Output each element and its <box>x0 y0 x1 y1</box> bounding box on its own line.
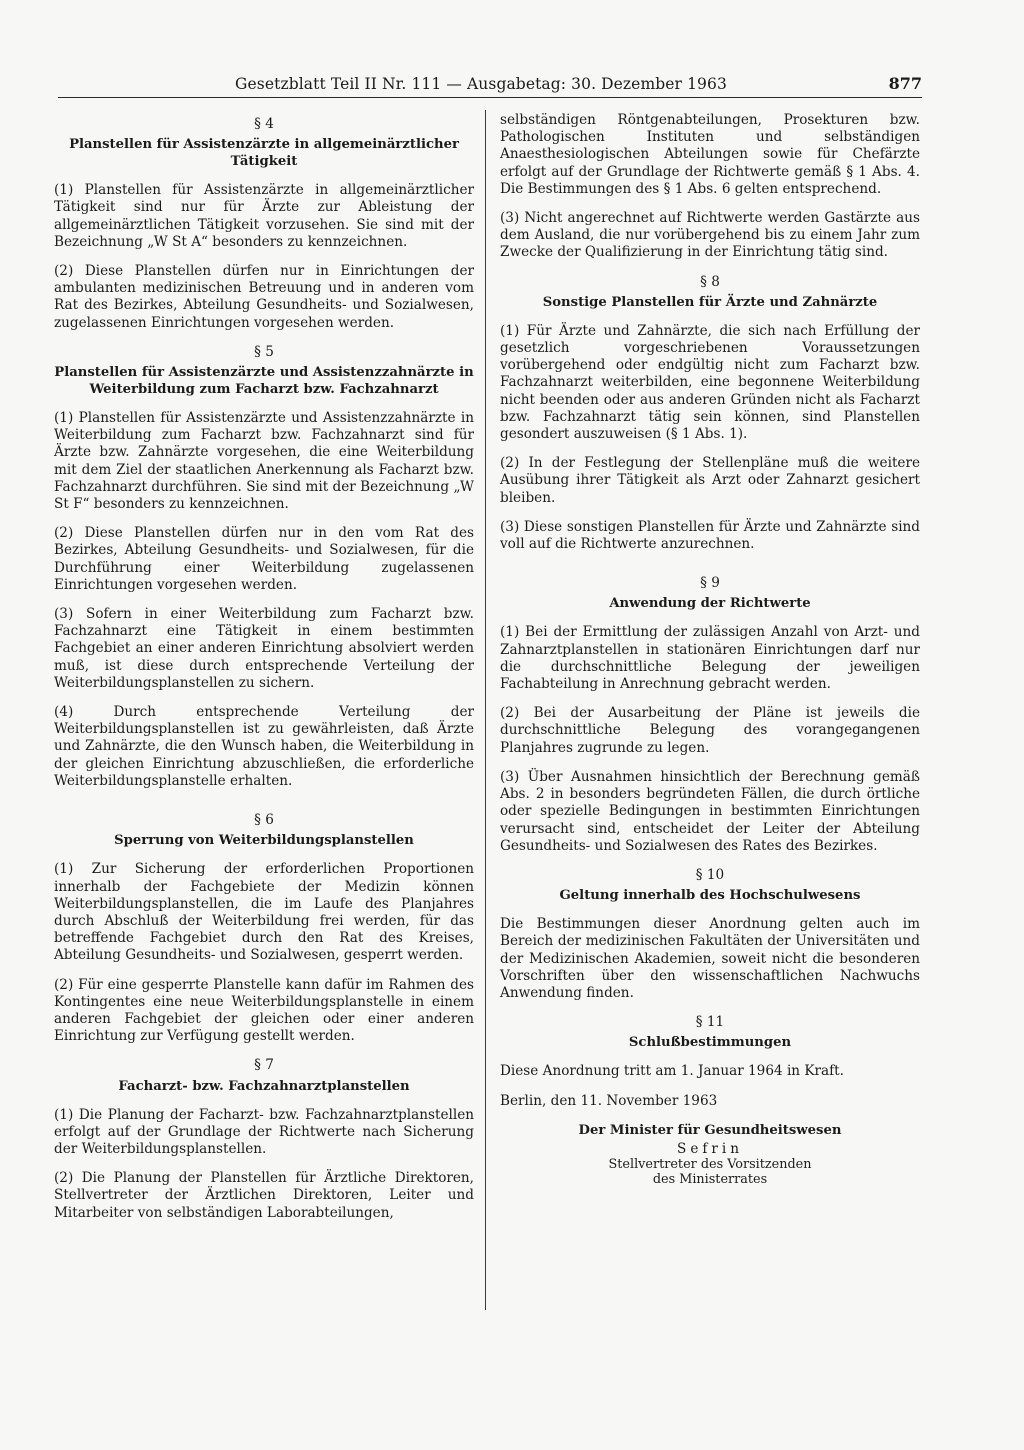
paragraph: (2) Diese Planstellen dürfen nur in den vom Rat des Bezirkes, Abteilung Gesundheits- und Sozialwesen, für die Durchführung einer Weiterbildung zugelassenen Einrichtungen vorgesehen werden. <box>54 525 474 593</box>
page-number: 877 <box>888 74 922 93</box>
paragraph: (3) Nicht angerechnet auf Richtwerte werden Gastärzte aus dem Ausland, die nur vorübergehend bis zu einem Jahr zum Zwecke der Qualifizierung in der Einrichtung tätig sind. <box>500 210 920 261</box>
section-heading: Schlußbestimmungen <box>628 1035 792 1051</box>
paragraph: (2) Die Planung der Planstellen für Ärztliche Direktoren, Stellvertreter der Ärztlichen Direktoren, Leiter und Mitarbeiter von selbständigen Laborabteilungen, <box>54 1170 474 1221</box>
signer-role: des Ministerrates <box>652 1171 768 1187</box>
paragraph: (4) Durch entsprechende Verteilung der Weiterbildungsplanstellen ist zu gewährleisten, daß Ärzte und Zahnärzte, die den Wunsch haben, die Weiterbildung in der gleichen Einrichtung abzuschließen, die erforderliche Weiterbildungsplanstelle erhalten. <box>54 704 474 789</box>
section-heading: Sperrung von Weiterbildungsplanstellen <box>114 833 414 849</box>
header-title: Gesetzblatt Teil II Nr. 111 — Ausgabetag: 30. Dezember 1963 <box>235 75 727 93</box>
paragraph: (2) In der Festlegung der Stellenpläne muß die weitere Ausübung ihrer Tätigkeit als Arzt oder Zahnarzt gesichert bleiben. <box>500 455 920 506</box>
paragraph: (1) Die Planung der Facharzt- bzw. Fachzahnarztplanstellen erfolgt auf der Grundlage der Richtwerte nach Sicherung der Weiterbildungsplanstellen. <box>54 1106 474 1157</box>
header-rule <box>58 97 922 98</box>
paragraph: (1) Bei der Ermittlung der zulässigen Anzahl von Arzt- und Zahnarztplanstellen in stationären Einrichtungen darf nur die durchschnittliche Belegung der jeweiligen Fachabteilung in Anrechnung gebracht werden. <box>500 624 920 693</box>
section-number: § 11 <box>695 1014 725 1031</box>
paragraph: (1) Planstellen für Assistenzärzte in allgemeinärztlicher Tätigkeit sind nur für Ärzte zur Ableistung der allgemeinärztlichen Tätigkeit vorzusehen. Sie sind mit der Bezeichnung „W St A“ besonders zu kennzeichnen. <box>54 182 474 250</box>
signature-block <box>500 1122 920 1187</box>
section-heading: Planstellen für Assistenzärzte in allgemeinärztlicher Tätigkeit <box>69 137 459 170</box>
place-date: Berlin, den 11. November 1963 <box>500 1092 718 1109</box>
section-number: § 9 <box>700 575 720 592</box>
section-number: § 4 <box>254 116 274 132</box>
paragraph: (3) Über Ausnahmen hinsichtlich der Berechnung gemäß Abs. 2 in besonders begründeten Fällen, die durch örtliche oder spezielle Bedingungen in bestimmten Einrichtungen verursacht sind, entscheidet der Leiter der Abteilung Gesundheits- und Sozialwesen des Rates des Bezirkes. <box>500 768 920 854</box>
paragraph: (1) Planstellen für Assistenzärzte und Assistenzzahnärzte in Weiterbildung zum Facharzt bzw. Fachzahnarzt sind für Ärzte bzw. Zahnärzte vorgesehen, die eine Weiterbildung mit dem Ziel der staatlichen Anerkennung als Facharzt bzw. Fachzahnarzt durchführen. Sie sind mit der Bezeichnung „W St F“ besonders zu kennzeichnen. <box>54 410 474 513</box>
paragraph: (1) Zur Sicherung der erforderlichen Proportionen innerhalb der Fachgebiete der Medizin können Weiterbildungsplanstellen, die im Laufe des Planjahres durch Abschluß der Weiterbildung frei werden, für das betreffende Fachgebiet durch den Rat des Kreises, Abteilung Gesundheits- und Sozialwesen, gesperrt werden. <box>54 861 474 964</box>
paragraph: (3) Sofern in einer Weiterbildung zum Facharzt bzw. Fachzahnarzt eine Tätigkeit in einem bestimmten Fachgebiet an einer anderen Einrichtung absolviert werden muß, ist diese durch entsprechende Verteilung der Weiterbildungsplanstellen zu sichern. <box>54 606 474 691</box>
section-heading: Facharzt- bzw. Fachzahnarztplanstellen <box>118 1078 410 1094</box>
paragraph: (1) Für Ärzte und Zahnärzte, die sich nach Erfüllung der gesetzlich vorgeschriebenen Voraussetzungen vorübergehend oder endgültig nicht zum Facharzt bzw. Fachzahnarzt weiterbilden, eine begonnene Weiterbildung nicht beenden oder aus anderen Gründen nicht als Facharzt bzw. Fachzahnarzt tätig sein können, sind Planstellen gesondert auszuweisen (§ 1 Abs. 1). <box>500 322 920 443</box>
signer-name: Sefrin <box>677 1140 743 1157</box>
paragraph: (2) Diese Planstellen dürfen nur in Einrichtungen der ambulanten medizinischen Betreuung und in anderen vom Rat des Bezirkes, Abteilung Gesundheits- und Sozialwesen, zugelassenen Einrichtungen vorgesehen werden. <box>54 263 474 331</box>
section-number: § 10 <box>695 866 725 883</box>
section-heading: Sonstige Planstellen für Ärzte und Zahnärzte <box>542 294 878 310</box>
left-column <box>54 112 474 1234</box>
minister-title: Der Minister für Gesundheitswesen <box>578 1122 842 1138</box>
section-heading: Geltung innerhalb des Hochschulwesens <box>559 888 861 904</box>
section-heading: Planstellen für Assistenzärzte und Assistenzzahnärzte in Weiterbildung zum Facharzt bzw. Fachzahnarzt <box>54 365 474 398</box>
paragraph: (2) Bei der Ausarbeitung der Pläne ist jeweils die durchschnittliche Belegung des vorangegangenen Planjahres zugrunde zu legen. <box>500 705 920 756</box>
paragraph: Die Bestimmungen dieser Anordnung gelten auch im Bereich der medizinischen Fakultäten der Universitäten und der Medizinischen Akademien, soweit nicht die besonderen Vorschriften über den wissenschaftlichen Nachwuchs Anwendung finden. <box>500 916 920 1001</box>
section-number: § 5 <box>254 343 274 360</box>
column-divider <box>485 110 486 1310</box>
paragraph: selbständigen Röntgenabteilungen, Prosekturen bzw. Pathologischen Instituten und selbständigen Anaesthesiologischen Abteilungen sowie für Chefärzte erfolgt auf der Grundlage der Richtwerte gemäß § 1 Abs. 4. Die Bestimmungen des § 1 Abs. 6 gelten entsprechend. <box>500 112 920 197</box>
right-column <box>500 112 920 1187</box>
page-header <box>40 74 922 93</box>
paragraph: (2) Für eine gesperrte Planstelle kann dafür im Rahmen des Kontingentes eine neue Weiterbildungsplanstelle in einem anderen Fachgebiet der gleichen oder einer anderen Einrichtung zur Verfügung gestellt werden. <box>54 976 474 1045</box>
section-heading: Anwendung der Richtwerte <box>609 596 811 612</box>
signer-role: Stellvertreter des Vorsitzenden <box>608 1157 812 1173</box>
section-number: § 6 <box>254 812 274 829</box>
paragraph: Diese Anordnung tritt am 1. Januar 1964 in Kraft. <box>500 1063 844 1080</box>
paragraph: (3) Diese sonstigen Planstellen für Ärzte und Zahnärzte sind voll auf die Richtwerte anzurechnen. <box>500 518 920 553</box>
section-number: § 7 <box>254 1057 274 1074</box>
section-number: § 8 <box>700 273 720 290</box>
